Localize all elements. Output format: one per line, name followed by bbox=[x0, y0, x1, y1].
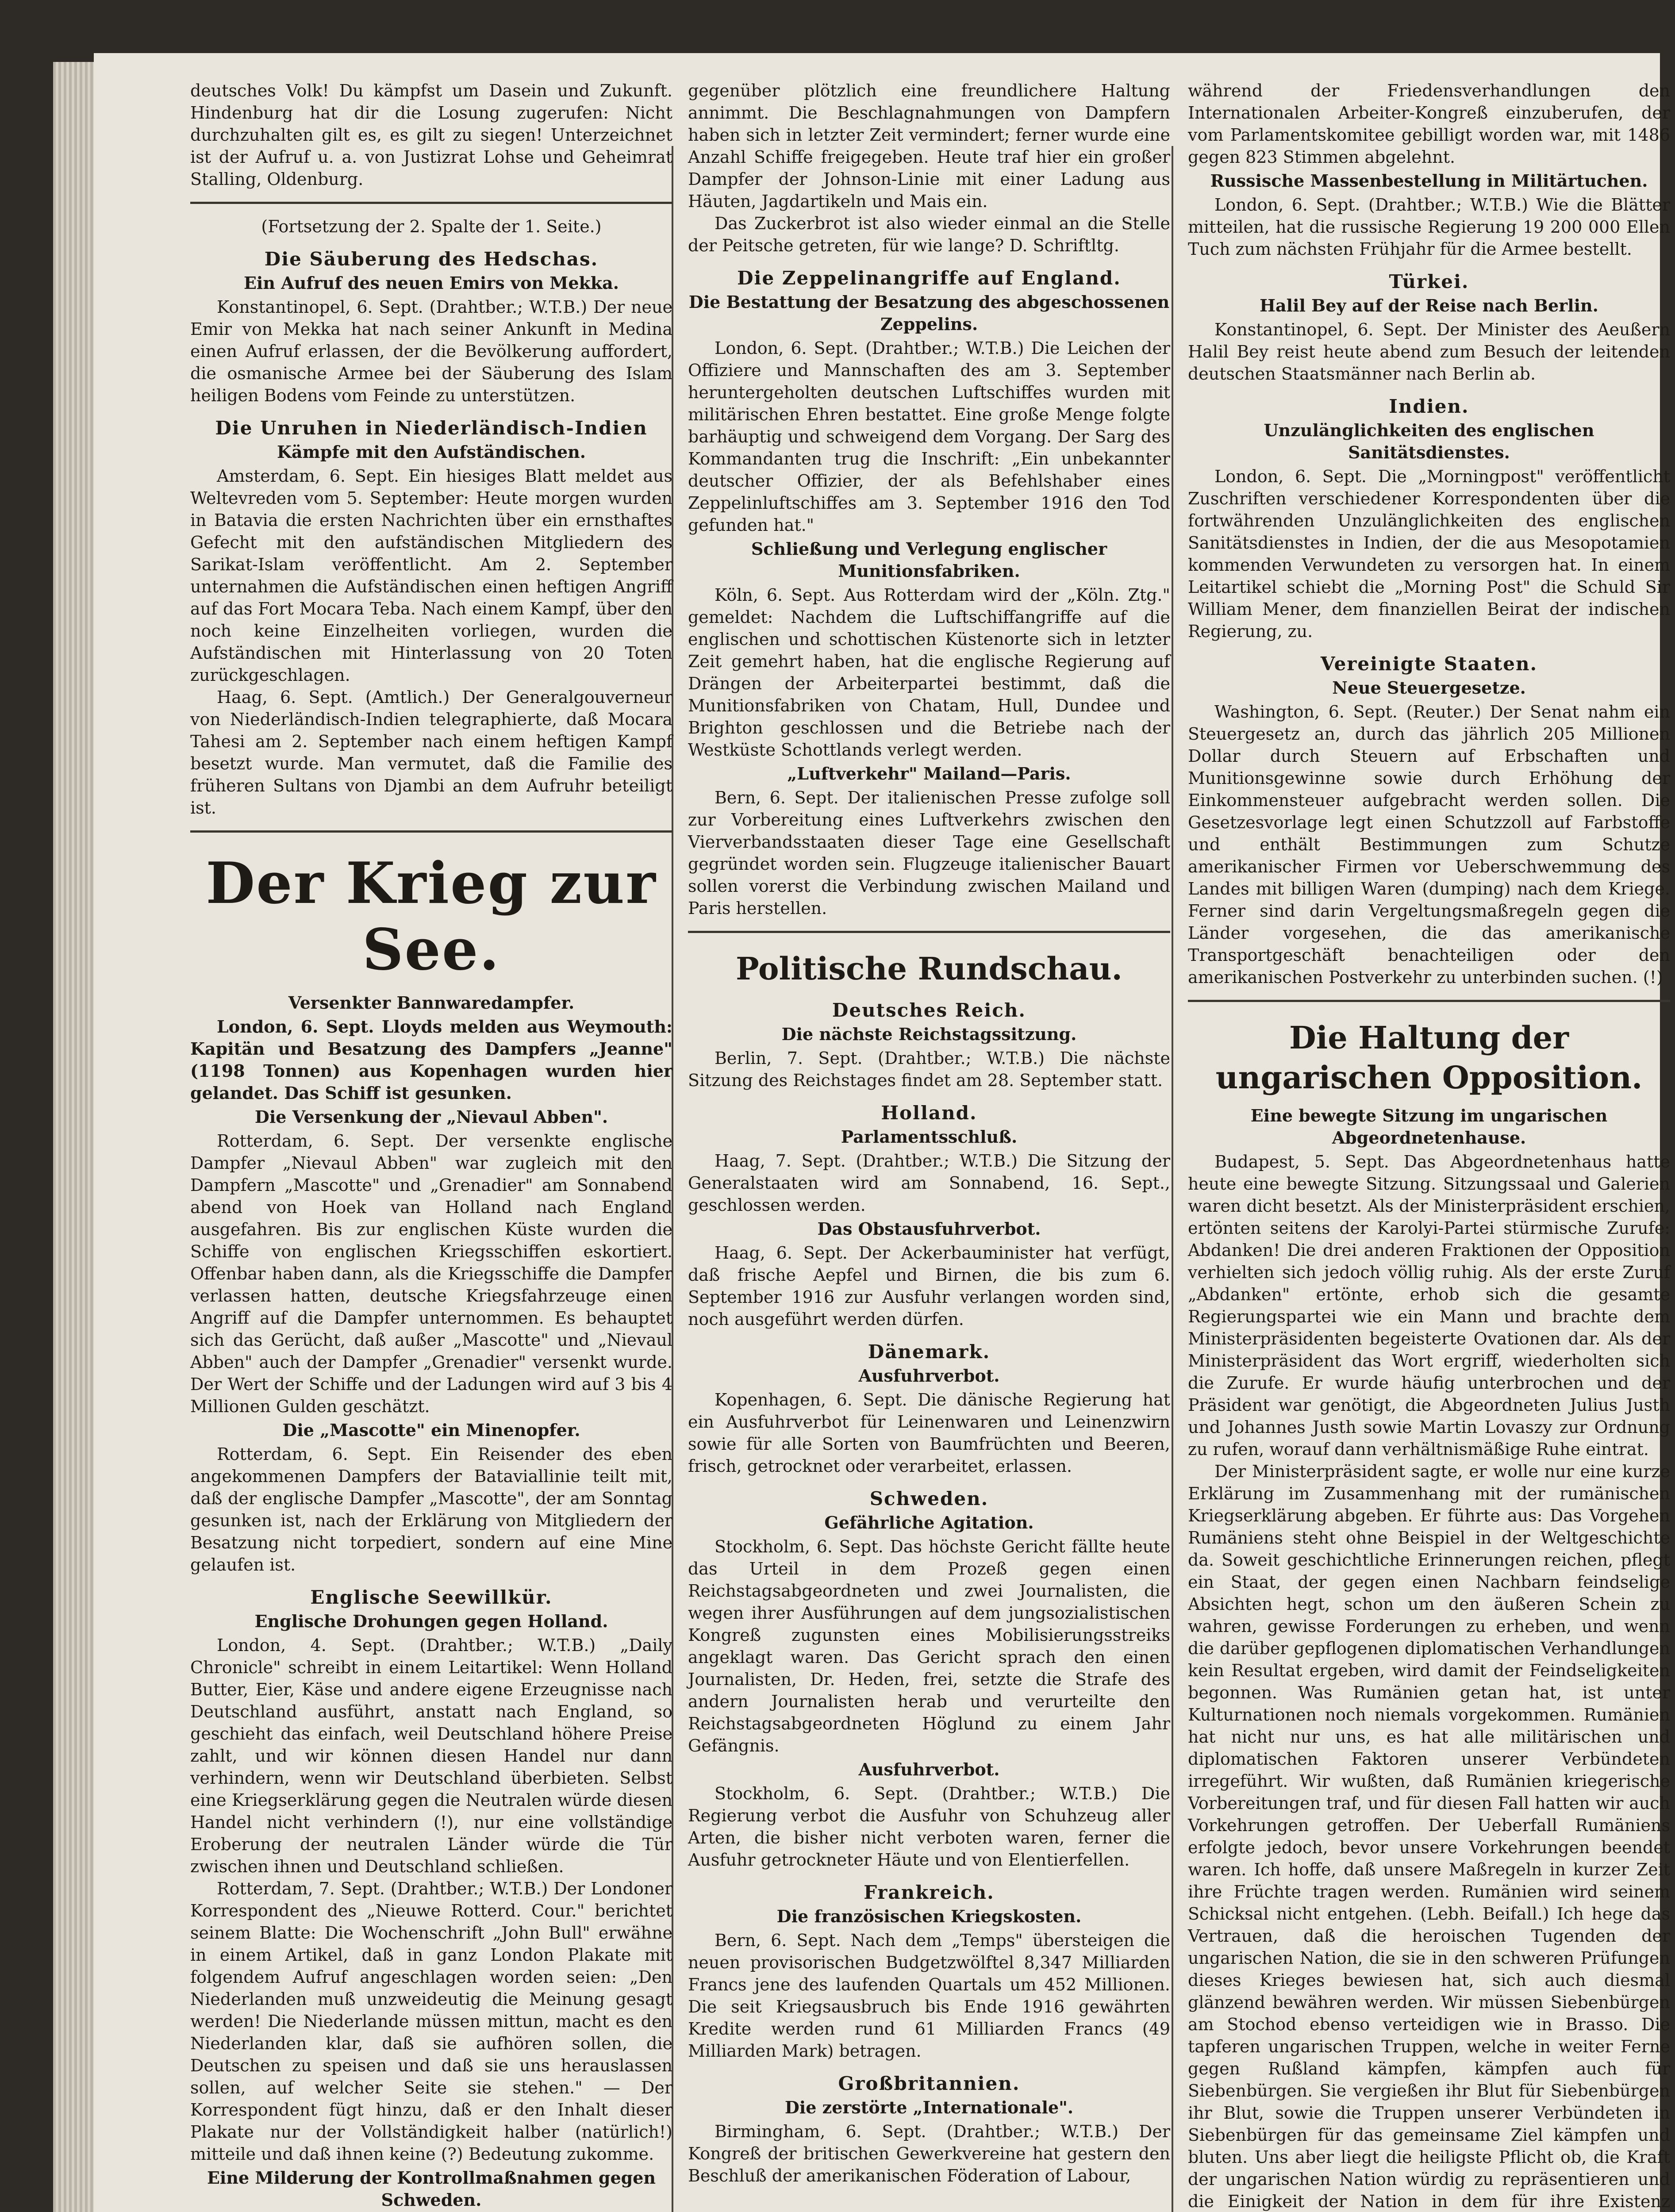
section-title: Politische Rundschau. bbox=[736, 950, 1122, 987]
article-subheading: Russische Massenbestellung in Militärtuchen. bbox=[1210, 171, 1648, 191]
article-text: Rotterdam, 6. Sept. Ein Reisender des eben angekommenen Dampfers der Bataviallinie teilt mit, daß der englische Dampfer „Mascotte", der am Sonntag gesunken ist, nach der Erklärung von Mitgliedern der Besatzung nicht torpediert, sondern auf eine Mine gelaufen ist. bbox=[190, 1444, 672, 1575]
article-text: Budapest, 5. Sept. Das Abgeordnetenhaus hatte heute eine bewegte Sitzung. Sitzungssaal und Galerien waren dicht besetzt. Als der Ministerpräsident erschien, ertönten seitens der Karolyi-Partei stürmische Zurufe: Abdanken! Die drei anderen Fraktionen der Opposition verhielten sich jedoch völlig ruhig. Als der erste Zuruf „Abdanken" ertönte, erhob sich die gesamte Regierungspartei wie ein Mann und brachte dem Ministerpräsidenten begeisterte Ovationen dar. Als der Ministerpräsident das Wort ergriff, wiederholten sich die Zurufe. Er wurde häufig unterbrochen und der Präsident war genötigt, die Abgeordneten Julius Justh und Johannes Justh sowie Martin Lovaszy zur Ordnung zu rufen, worauf dann verhältnismäßige Ruhe eintrat. bbox=[1188, 1152, 1670, 1459]
article-heading: Schweden. bbox=[869, 1488, 989, 1509]
article-text: Berlin, 7. Sept. (Drahtber.; W.T.B.) Die nächste Sitzung des Reichstages findet am 28. September statt. bbox=[688, 1048, 1170, 1090]
article-text: Birmingham, 6. Sept. (Drahtber.; W.T.B.) Der Kongreß der britischen Gewerkvereine hat gestern den Beschluß der amerikanischen Föderation of Labour, bbox=[688, 2122, 1170, 2185]
section-title: Die Haltung der ungarischen Opposition. bbox=[1215, 1019, 1643, 1096]
article-subheading: Die Bestattung der Besatzung des abgeschossenen Zeppelins. bbox=[688, 292, 1170, 334]
article-subheading: Eine bewegte Sitzung im ungarischen Abgeordnetenhause. bbox=[1250, 1106, 1608, 1148]
continuation-note: (Fortsetzung der 2. Spalte der 1. Seite.) bbox=[261, 217, 602, 236]
article-subheading: Schließung und Verlegung englischer Munitionsfabriken. bbox=[751, 539, 1107, 581]
article-text: London, 6. Sept. (Drahtber.; W.T.B.) Die Leichen der Offiziere und Mannschaften des am 3. September heruntergeholten deutschen Luftschiffes wurden mit militärischen Ehren bestattet. Eine große Menge folgte barhäuptig und schweigend dem Vorgang. Der Sarg des Kommandanten trug die Inschrift: „Ein unbekannter deutscher Offizier, der als Befehlshaber eines Zeppelinluftschiffes am 3. September 1916 den Tod gefunden hat." bbox=[688, 338, 1170, 535]
divider bbox=[688, 931, 1170, 933]
column-rule-2 bbox=[1172, 146, 1173, 2212]
section-title: Der Krieg zur See. bbox=[206, 850, 657, 983]
article-subheading: Ein Aufruf des neuen Emirs von Mekka. bbox=[243, 273, 619, 293]
page-edge bbox=[53, 62, 97, 2212]
article-subheading: Das Obstausfuhrverbot. bbox=[817, 1219, 1041, 1239]
article-subheading: Ausfuhrverbot. bbox=[858, 1759, 1000, 1779]
article-text: Bern, 6. Sept. Der italienischen Presse zufolge soll zur Vorbereitung eines Luftverkehrs zwischen den Vierverbandsstaaten dieser Tage eine Gesellschaft gegründet worden sein. Flugzeuge italienischer Bauart sollen vorerst die Verbindung zwischen Mailand und Paris herstellen. bbox=[688, 788, 1170, 918]
article-text: Haag, 6. Sept. (Amtlich.) Der Generalgouverneur von Niederländisch-Indien telegraphierte, daß Mocara Tahesi am 2. September nach einem heftigen Kampf besetzt wurde. Man vermutet, daß die Familie des früheren Sultans von Djambi an dem Aufruhr beteiligt ist. bbox=[190, 687, 672, 818]
article-subheading: Die französischen Kriegskosten. bbox=[776, 1906, 1082, 1926]
article-subheading: Versenkter Bannwaredampfer. bbox=[288, 993, 575, 1013]
article-text: Amsterdam, 6. Sept. Ein hiesiges Blatt meldet aus Weltevreden vom 5. September: Heute morgen wurden in Batavia die ersten Nachrichten über ein ernsthaftes Gefecht mit den aufständischen Mitgliedern des Sarikat-Islam veröffentlicht. Am 2. September unternahmen die Aufständischen einen heftigen Angriff auf das Fort Mocara Teba. Nach einem Kampf, über den noch keine Einzelheiten vorliegen, wurden die Aufständischen mit Hinterlassung von 20 Toten zurückgeschlagen. bbox=[190, 466, 672, 685]
article-text: Das Zuckerbrot ist also wieder einmal an die Stelle der Peitsche getreten, für wie lange? D. Schriftltg. bbox=[688, 214, 1170, 255]
article-subheading: Gefährliche Agitation. bbox=[824, 1513, 1034, 1532]
article-heading: Indien. bbox=[1389, 396, 1469, 417]
article-heading: Frankreich. bbox=[864, 1882, 995, 1903]
article-heading: Die Unruhen in Niederländisch-Indien bbox=[215, 417, 648, 439]
article-heading: Die Zeppelinangriffe auf England. bbox=[737, 267, 1121, 289]
article-text: Haag, 7. Sept. (Drahtber.; W.T.B.) Die Sitzung der Generalstaaten wird am Sonnabend, 16. Sept., geschlossen werden. bbox=[688, 1151, 1170, 1215]
article-subheading: Parlamentsschluß. bbox=[841, 1127, 1018, 1147]
article-heading: Großbritannien. bbox=[838, 2073, 1020, 2094]
article-text: Haag, 6. Sept. Der Ackerbauminister hat verfügt, daß frische Aepfel und Birnen, die bis zum 6. September 1916 zur Ausfuhr verlangen worden sind, noch ausgeführt werden dürfen. bbox=[688, 1243, 1170, 1329]
article-text: London, 4. Sept. (Drahtber.; W.T.B.) „Daily Chronicle" schreibt in einem Leitartikel: Wenn Holland Butter, Eier, Käse und andere eigene Erzeugnisse nach Deutschland ausführt, anstatt nach England, so geschieht das einfach, weil Deutschland höhere Preise zahlt, und wir können diesen Handel nur dann verhindern, wenn wir Deutschland überbieten. Selbst eine Kriegserklärung gegen die Neutralen würde diesen Handel nicht verhindern (!), nur eine vollständige Eroberung der neutralen Länder würde die Tür zwischen ihnen und Deutschland schließen. bbox=[190, 1636, 672, 1876]
article-text: gegenüber plötzlich eine freundlichere Haltung annimmt. Die Beschlagnahmungen von Dampfern haben sich in letzter Zeit vermindert; ferner wurde eine Anzahl Schiffe freigegeben. Heute traf hier ein großer Dampfer der Johnson-Linie mit einer Ladung aus Häuten, Jagdartikeln und Mais ein. bbox=[688, 81, 1170, 211]
article-heading: Deutsches Reich. bbox=[832, 999, 1026, 1021]
article-text: Bern, 6. Sept. Nach dem „Temps" übersteigen die neuen provisorischen Budgetzwölftel 8,347 Milliarden Francs jene des laufenden Quartals um 452 Millionen. Die seit Kriegsausbruch bis Ende 1916 gewährten Kredite werden rund 61 Milliarden Francs (49 Milliarden Mark) betragen. bbox=[688, 1931, 1170, 2061]
article-text: deutsches Volk! Du kämpfst um Dasein und Zukunft. Hindenburg hat dir die Losung zugerufen: Nicht durchzuhalten gilt es, es gilt zu siegen! Unterzeichnet ist der Aufruf u. a. von Justizrat Lohse und Geheimrat Stalling, Oldenburg. bbox=[190, 81, 672, 189]
article-subheading: Unzulänglichkeiten des englischen Sanitätsdienstes. bbox=[1264, 420, 1594, 462]
article-text: Rotterdam, 7. Sept. (Drahtber.; W.T.B.) Der Londoner Korrespondent des „Nieuwe Rotterd. Cour." berichtet seinem Blatte: Die Wochenschrift „John Bull" erwähne in einem Artikel, daß in ganz London Plakate mit folgendem Aufruf angeschlagen worden seien: „Den Niederlanden muß unzweideutig die Meinung gesagt werden! Die Niederlande müssen mittun, macht es den Niederlanden klar, daß sie aufhören sollen, die Deutschen zu speisen und daß sie uns herauslassen sollen, auf welcher Seite sie stehen." — Der Korrespondent fügt hinzu, daß er den Inhalt dieser Plakate nur der Vollständigkeit halber (natürlich!) mitteile und daß ihnen keine (?) Bedeutung zukomme. bbox=[190, 1879, 672, 2164]
article-text: Konstantinopel, 6. Sept. Der Minister des Aeußern Halil Bey reist heute abend zum Besuch der leitenden deutschen Staatsmänner nach Berlin ab. bbox=[1188, 320, 1670, 384]
article-subheading: Die Versenkung der „Nievaul Abben". bbox=[254, 1107, 608, 1127]
article-text: während der Friedensverhandlungen den Internationalen Arbeiter-Kongreß einzuberufen, der vom Parlamentskomitee gebilligt worden war, mit 1486 gegen 823 Stimmen abgelehnt. bbox=[1188, 81, 1670, 167]
article-subheading: Kämpfe mit den Aufständischen. bbox=[277, 442, 586, 462]
divider bbox=[1188, 1000, 1670, 1002]
article-text: Stockholm, 6. Sept. Das höchste Gericht fällte heute das Urteil in dem Prozeß gegen einen Reichstagsabgeordneten und zwei Journalisten, die wegen ihrer Ausführungen auf dem jungsozialistischen Kongreß zugunsten eines Mobilisierungsstreiks angeklagt waren. Das Gericht sprach den einen Journalisten, Dr. Heden, frei, setzte die Strafe des andern Journalisten herab und verurteilte den Reichstagsabgeordneten Höglund zu einem Jahr Gefängnis. bbox=[688, 1537, 1170, 1755]
article-text: Washington, 6. Sept. (Reuter.) Der Senat nahm ein Steuergesetz an, durch das jährlich 205 Millionen Dollar durch Steuern auf Erbschaften und Munitionsgewinne sowie durch Erhöhung der Einkommensteuer aufgebracht werden sollen. Die Gesetzesvorlage legt einen Schutzzoll auf Farbstoffe und enthält Bestimmungen zum Schutze amerikanischer Firmen vor Ueberschwemmung des Landes mit billigen Waren (dumping) nach dem Kriege. Ferner sind darin Vergeltungsmaßregeln gegen die Länder vorgesehen, die das amerikanische Transportgeschäft benachteiligen oder den amerikanischen Postverkehr zu unterbinden suchen. (!) bbox=[1188, 702, 1670, 987]
article-heading: Die Säuberung des Hedschas. bbox=[264, 248, 599, 270]
column-1 bbox=[190, 80, 672, 2212]
article-text: Kopenhagen, 6. Sept. Die dänische Regierung hat ein Ausfuhrverbot für Leinenwaren und Leinenzwirn sowie für alle Sorten von Baumfrüchten und Beeren, frisch, getrocknet oder verarbeitet, erlassen. bbox=[688, 1390, 1170, 1476]
article-subheading: Ausfuhrverbot. bbox=[858, 1366, 1000, 1386]
article-heading: Holland. bbox=[881, 1102, 977, 1124]
article-subheading: Die „Mascotte" ein Minenopfer. bbox=[282, 1420, 580, 1440]
article-text: Der Ministerpräsident sagte, er wolle nur eine kurze Erklärung im Zusammenhang mit der rumänischen Kriegserklärung abgeben. Er führte aus: Das Vorgehen Rumäniens steht ohne Beispiel in der Weltgeschichte da. Soweit geschichtliche Erinnerungen reichen, pflegt ein Staat, der gegen einen Nachbarn feindselige Absichten hegt, schon um den äußeren Schein zu wahren, gewisse Forderungen zu erheben, und wenn die darüber gepflogenen diplomatischen Verhandlungen kein Resultat ergeben, wird damit der Feindseligkeiten begonnen. Was Rumänien getan hat, ist unter Kulturnationen noch niemals vorgekommen. Rumänien hat nicht nur uns, es hat alle militärischen und diplomatischen Faktoren unserer Verbündeten irregeführt. Wir wußten, daß Rumänien kriegerische Vorbereitungen traf, und für diesen Fall hatten wir auch Vorkehrungen getroffen. Der Ueberfall Rumäniens erfolgte jedoch, bevor unsere Vorkehrungen beendet waren. Ich hoffe, daß unsere Maßregeln in kurzer Zeit ihre Früchte tragen werden. Rumänien wird seinem Schicksal nicht entgehen. (Lebh. Beifall.) Ich hege das Vertrauen, daß die heroischen Tugenden der ungarischen Nation, die sie in den schweren Prüfungen dieses Krieges bewiesen hat, sich auch diesmal glänzend bewähren werden. Wir müssen Siebenbürgen am Stochod ebenso verteidigen wie in Brasso. Die tapferen ungarischen Truppen, welche in weiter Ferne gegen Rußland kämpfen, kämpfen auch für Siebenbürgen. Sie vergießen ihr Blut für Siebenbürgen ihr Blut, sowie die Truppen unserer Verbündeten in Siebenbürgen für das gemeinsame Ziel kämpfen und bluten. Uns aber liegt die heiligste Pflicht ob, die Kraft der ungarischen Nation würdig zu repräsentieren und die Einigkeit der Nation in dem für ihre Existenz bbox=[1188, 1462, 1670, 2211]
column-3 bbox=[1188, 80, 1670, 2212]
article-subheading: Die zerstörte „Internationale". bbox=[784, 2097, 1074, 2117]
article-text: London, 6. Sept. Die „Morningpost" veröffentlicht Zuschriften verschiedener Korrespondenten über die fortwährenden Unzulänglichkeiten des englischen Sanitätsdienstes in Indien, der die aus Mesopotamien kommenden Verwundeten zu versorgen hat. In einem Leitartikel schiebt die „Morning Post" die Schuld Sir William Mener, dem finanziellen Beirat der indischen Regierung, zu. bbox=[1188, 467, 1670, 641]
article-text: London, 6. Sept. Lloyds melden aus Weymouth: Kapitän und Besatzung des Dampfers „Jeanne" (1198 Tonnen) aus Kopenhagen wurden hier gelandet. Das Schiff ist gesunken. bbox=[190, 1017, 672, 1103]
article-heading: Vereinigte Staaten. bbox=[1320, 653, 1538, 675]
article-subheading: Halil Bey auf der Reise nach Berlin. bbox=[1260, 296, 1598, 315]
article-subheading: Die nächste Reichstagssitzung. bbox=[781, 1024, 1077, 1044]
article-heading: Englische Seewillkür. bbox=[310, 1586, 553, 1608]
article-subheading: Eine Milderung der Kontrollmaßnahmen gegen Schweden. bbox=[207, 2168, 656, 2210]
article-text: Rotterdam, 6. Sept. Der versenkte englische Dampfer „Nievaul Abben" war zugleich mit den Dampfern „Mascotte" und „Grenadier" am Sonnabend abend von Hoek van Holland nach England ausgefahren. Bis zur englischen Küste wurden die Schiffe von englischen Kriegsschiffen eskortiert. Offenbar haben dann, als die Kriegsschiffe die Dampfer verlassen hatten, deutsche Kriegsfahrzeuge einen Angriff auf die Dampfer unternommen. Es behauptet sich das Gerücht, daß außer „Mascotte" und „Nievaul Abben" auch der Dampfer „Grenadier" versenkt wurde. Der Wert der Schiffe und der Ladungen wird auf 3 bis 4 Millionen Gulden geschätzt. bbox=[190, 1131, 672, 1416]
article-subheading: Neue Steuergesetze. bbox=[1332, 678, 1526, 698]
divider bbox=[190, 202, 672, 204]
article-heading: Dänemark. bbox=[868, 1341, 991, 1363]
article-subheading: Englische Drohungen gegen Holland. bbox=[254, 1611, 608, 1631]
article-text: Köln, 6. Sept. Aus Rotterdam wird der „Köln. Ztg." gemeldet: Nachdem die Luftschiffangriffe auf die englischen und schottischen Küstenorte sich in letzter Zeit gemehrt haben, hat die englische Regierung auf Drängen der Arbeiterpartei bestimmt, daß die Munitionsfabriken von Chatam, Hull, Dundee und Brighton geschlossen und die Betriebe nach der Westküste Schottlands verlegt werden. bbox=[688, 585, 1170, 760]
article-subheading: „Luftverkehr" Mailand—Paris. bbox=[787, 764, 1071, 783]
article-text: Stockholm, 6. Sept. (Drahtber.; W.T.B.) Die Regierung verbot die Ausfuhr von Schuhzeug aller Arten, die bisher nicht verboten waren, ferner die Ausfuhr getrockneter Häute und von Elentierfellen. bbox=[688, 1784, 1170, 1870]
divider bbox=[190, 830, 672, 833]
article-text: Konstantinopel, 6. Sept. (Drahtber.; W.T.B.) Der neue Emir von Mekka hat nach seiner Ankunft in Medina einen Aufruf erlassen, der die Bevölkerung auffordert, die osmanische Armee bei der Säuberung des Islam heiligen Bodens vom Feinde zu unterstützen. bbox=[190, 297, 672, 405]
article-heading: Türkei. bbox=[1389, 271, 1469, 292]
column-2 bbox=[688, 80, 1170, 2187]
article-text: London, 6. Sept. (Drahtber.; W.T.B.) Wie die Blätter mitteilen, hat die russische Regierung 19 200 000 Ellen Tuch zum nächsten Frühjahr für die Armee bestellt. bbox=[1188, 195, 1670, 259]
